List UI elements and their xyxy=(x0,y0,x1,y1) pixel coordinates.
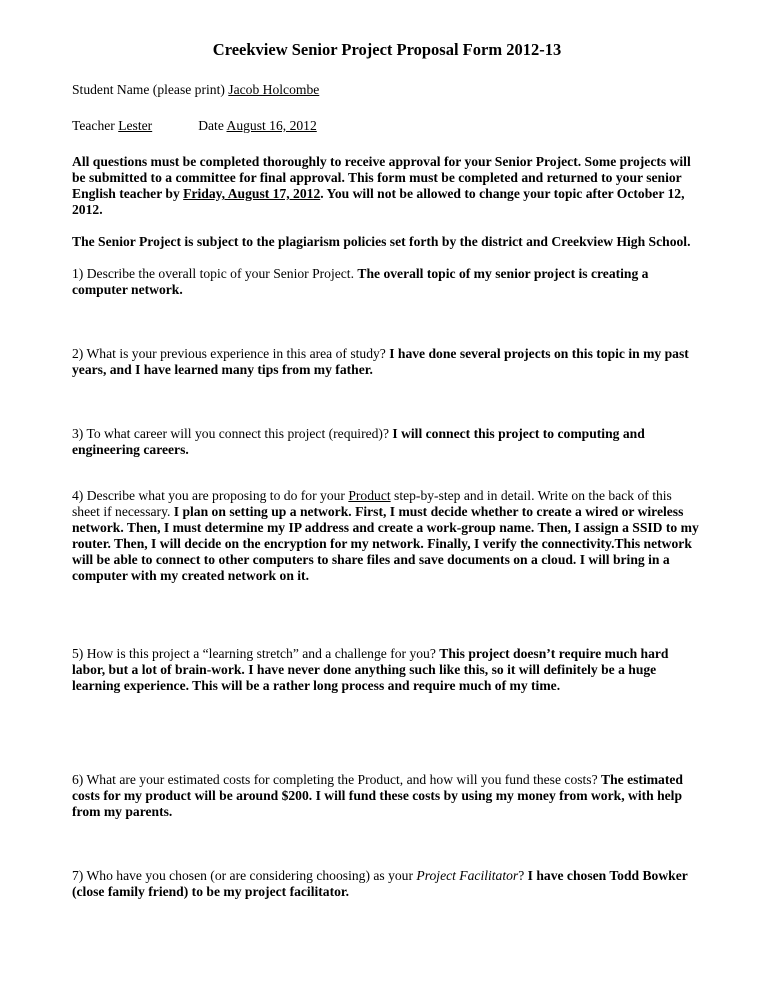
proposal-form xyxy=(72,40,702,900)
instructions-paragraph xyxy=(72,154,702,218)
student-name-line xyxy=(72,82,702,98)
question-7-text-b: ? xyxy=(518,868,528,883)
question-7 xyxy=(72,868,702,900)
plagiarism-paragraph: The Senior Project is subject to the plagiarism policies set forth by the district and Creekview High School. xyxy=(72,234,691,249)
answer-3-text: I will connect this project to computing and engineering careers. xyxy=(72,426,645,457)
answer-5-text: This project doesn’t require much hard labor, but a lot of brain-work. I have never done anything such like this, so it will definitely be a huge learning experience. This will be a rather long process and require much of my time. xyxy=(72,646,669,693)
teacher-label: Teacher xyxy=(72,118,119,133)
answer-7-text: I have chosen Todd Bowker (close family friend) to be my project facilitator. xyxy=(72,868,688,899)
question-1-text: 1) Describe the overall topic of your Senior Project. xyxy=(72,266,358,281)
question-4-text-a: 4) Describe what you are proposing to do for your xyxy=(72,488,349,503)
question-5-text: 5) How is this project a “learning stretch” and a challenge for you? xyxy=(72,646,440,661)
deadline-date: Friday, August 17, 2012 xyxy=(183,186,321,201)
project-facilitator-word: Project Facilitator xyxy=(416,868,519,883)
product-word: Product xyxy=(348,488,391,503)
question-3 xyxy=(72,426,702,458)
question-5 xyxy=(72,646,702,694)
instructions-text-1: All questions must be completed thoroughly to receive approval for your Senior Project. Some projects will be submitted to a committee for final approval. This form must be completed and returned to your senior English teacher by xyxy=(72,154,691,201)
question-6 xyxy=(72,772,702,820)
question-1 xyxy=(72,266,702,298)
question-2-text: 2) What is your previous experience in this area of study? xyxy=(72,346,390,361)
question-4 xyxy=(72,488,702,584)
date-label: Date xyxy=(198,118,227,133)
question-7-text-a: 7) Who have you chosen (or are considering choosing) as your xyxy=(72,868,417,883)
question-3-text: 3) To what career will you connect this project (required)? xyxy=(72,426,393,441)
answer-6-text: The estimated costs for my product will be around $200. I will fund these costs by using my money from work, with help from my parents. xyxy=(72,772,683,819)
teacher-value: Lester xyxy=(118,118,153,133)
date-value: August 16, 2012 xyxy=(226,118,317,133)
student-name-label: Student Name (please print) xyxy=(72,82,229,97)
question-4-text-b: step-by-step and in detail. Write on the back of this sheet if necessary. xyxy=(72,488,672,519)
answer-1-text: The overall topic of my senior project is creating a computer network. xyxy=(72,266,649,297)
form-title: Creekview Senior Project Proposal Form 2012-13 xyxy=(212,40,562,59)
answer-4-text: I plan on setting up a network. First, I must decide whether to create a wired or wireless network. Then, I must determine my IP address and create a work-group name. Then, I assign a SSID to my router. Then, I will decide on the encryption for my network. Finally, I verify the connectivity.This network will be able to connect to other computers to share files and save documents on a cloud. I will bring in a computer with my created network on it. xyxy=(72,504,699,583)
question-6-text: 6) What are your estimated costs for completing the Product, and how will you fund these costs? xyxy=(72,772,602,787)
instructions-text-2: . You will not be allowed to change your topic after October 12, 2012. xyxy=(72,186,685,217)
answer-2-text: I have done several projects on this topic in my past years, and I have learned many tips from my father. xyxy=(72,346,689,377)
question-2 xyxy=(72,346,702,378)
teacher-date-line xyxy=(72,118,702,134)
student-name-value: Jacob Holcombe xyxy=(228,82,320,97)
